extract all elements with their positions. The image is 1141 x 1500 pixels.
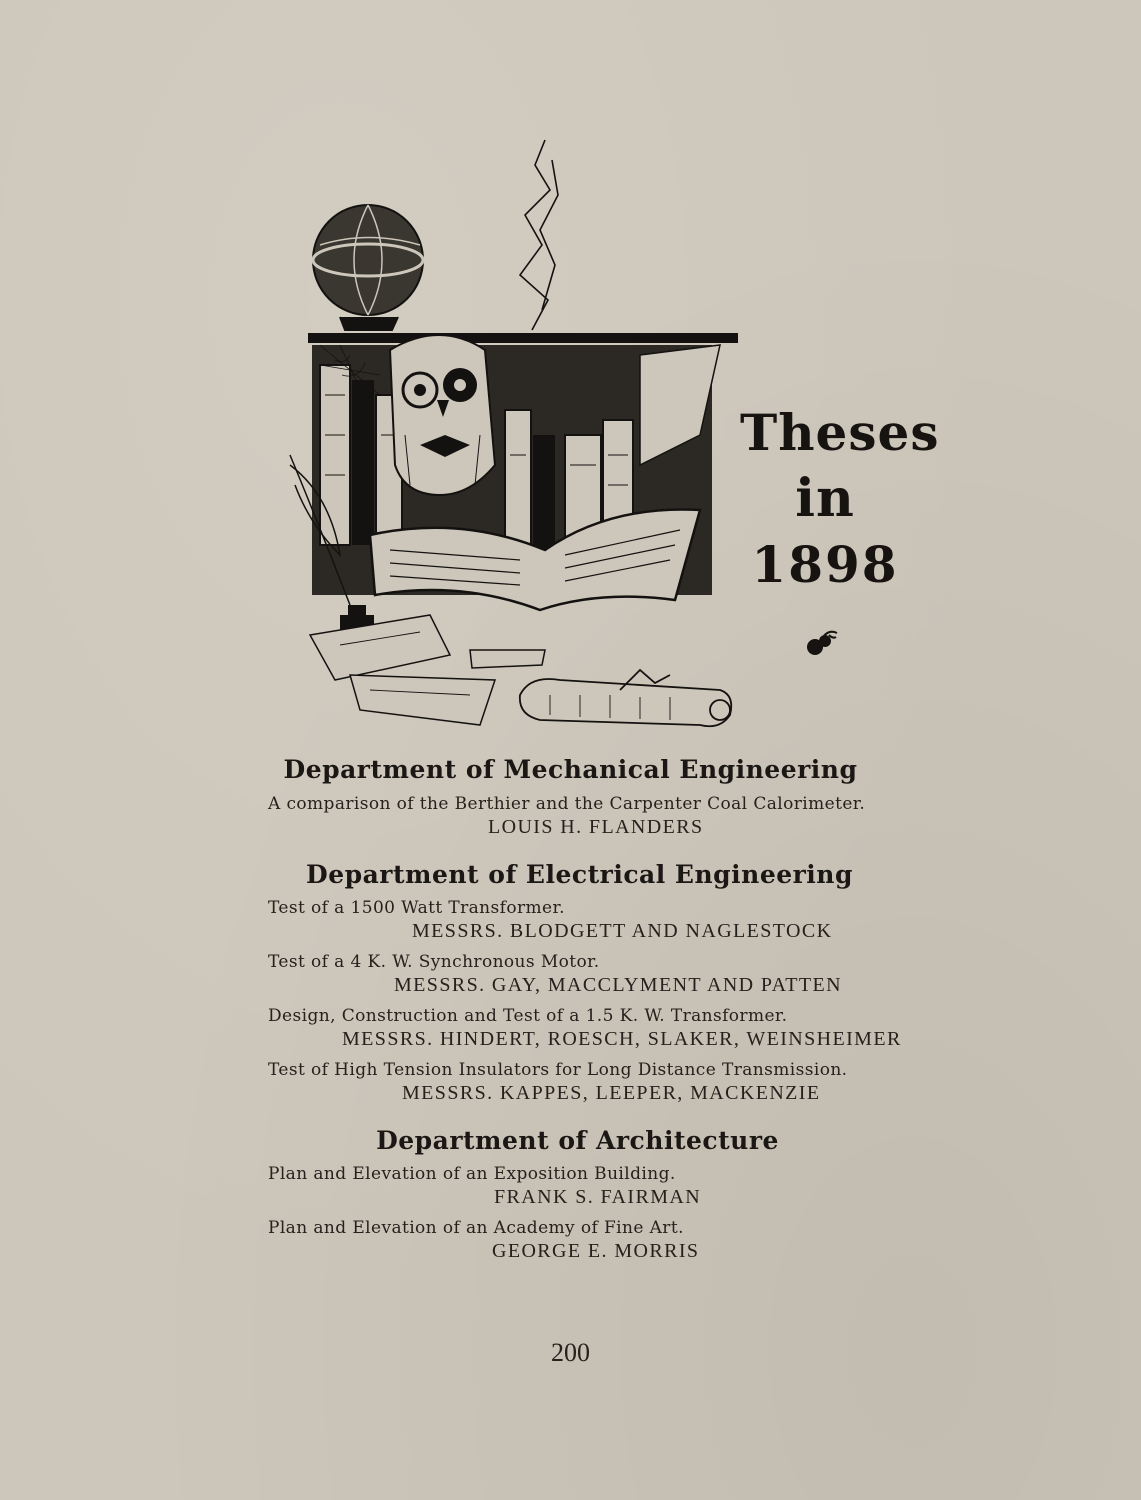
thesis-title: Design, Construction and Test of a 1.5 K. W. Transformer. xyxy=(268,1006,788,1026)
shelf-top xyxy=(308,333,738,343)
thesis-authors: MESSRS. BLODGETT AND NAGLESTOCK xyxy=(412,920,833,942)
thesis-title: Test of High Tension Insulators for Long Distance Transmission. xyxy=(268,1060,848,1080)
owl-icon xyxy=(390,335,495,495)
thesis-authors: MESSRS. KAPPES, LEEPER, MACKENZIE xyxy=(402,1082,821,1104)
smoke-icon xyxy=(520,140,558,330)
thesis-title: Test of a 1500 Watt Transformer. xyxy=(268,898,565,918)
header-title xyxy=(740,400,940,598)
page-number: 200 xyxy=(551,1338,590,1367)
thesis-authors: FRANK S. FAIRMAN xyxy=(494,1186,702,1208)
thesis-authors: MESSRS. GAY, MACCLYMENT AND PATTEN xyxy=(394,974,842,996)
thesis-title: Test of a 4 K. W. Synchronous Motor. xyxy=(268,952,600,972)
title-word-in: in xyxy=(795,468,855,529)
thesis-authors: LOUIS H. FLANDERS xyxy=(488,816,704,838)
dept-heading-architecture: Department of Architecture xyxy=(376,1126,779,1155)
dept-heading-mechanical: Department of Mechanical Engineering xyxy=(283,755,858,784)
globe-icon xyxy=(313,205,423,330)
thesis-title: A comparison of the Berthier and the Carpenter Coal Calorimeter. xyxy=(268,794,866,814)
thesis-title: Plan and Elevation of an Academy of Fine Art. xyxy=(268,1218,684,1238)
title-word-theses: Theses xyxy=(740,403,940,462)
dept-heading-electrical: Department of Electrical Engineering xyxy=(306,860,853,889)
papers-icon xyxy=(310,615,545,725)
owl-bookshelf-illustration xyxy=(280,135,750,740)
title-word-year: 1898 xyxy=(751,535,899,594)
thesis-title: Plan and Elevation of an Exposition Building. xyxy=(268,1164,676,1184)
thesis-authors: MESSRS. HINDERT, ROESCH, SLAKER, WEINSHEIMER xyxy=(342,1028,902,1050)
thesis-authors: GEORGE E. MORRIS xyxy=(492,1240,700,1262)
scroll-icon xyxy=(520,670,731,726)
leaf-ornament-icon xyxy=(803,625,839,661)
